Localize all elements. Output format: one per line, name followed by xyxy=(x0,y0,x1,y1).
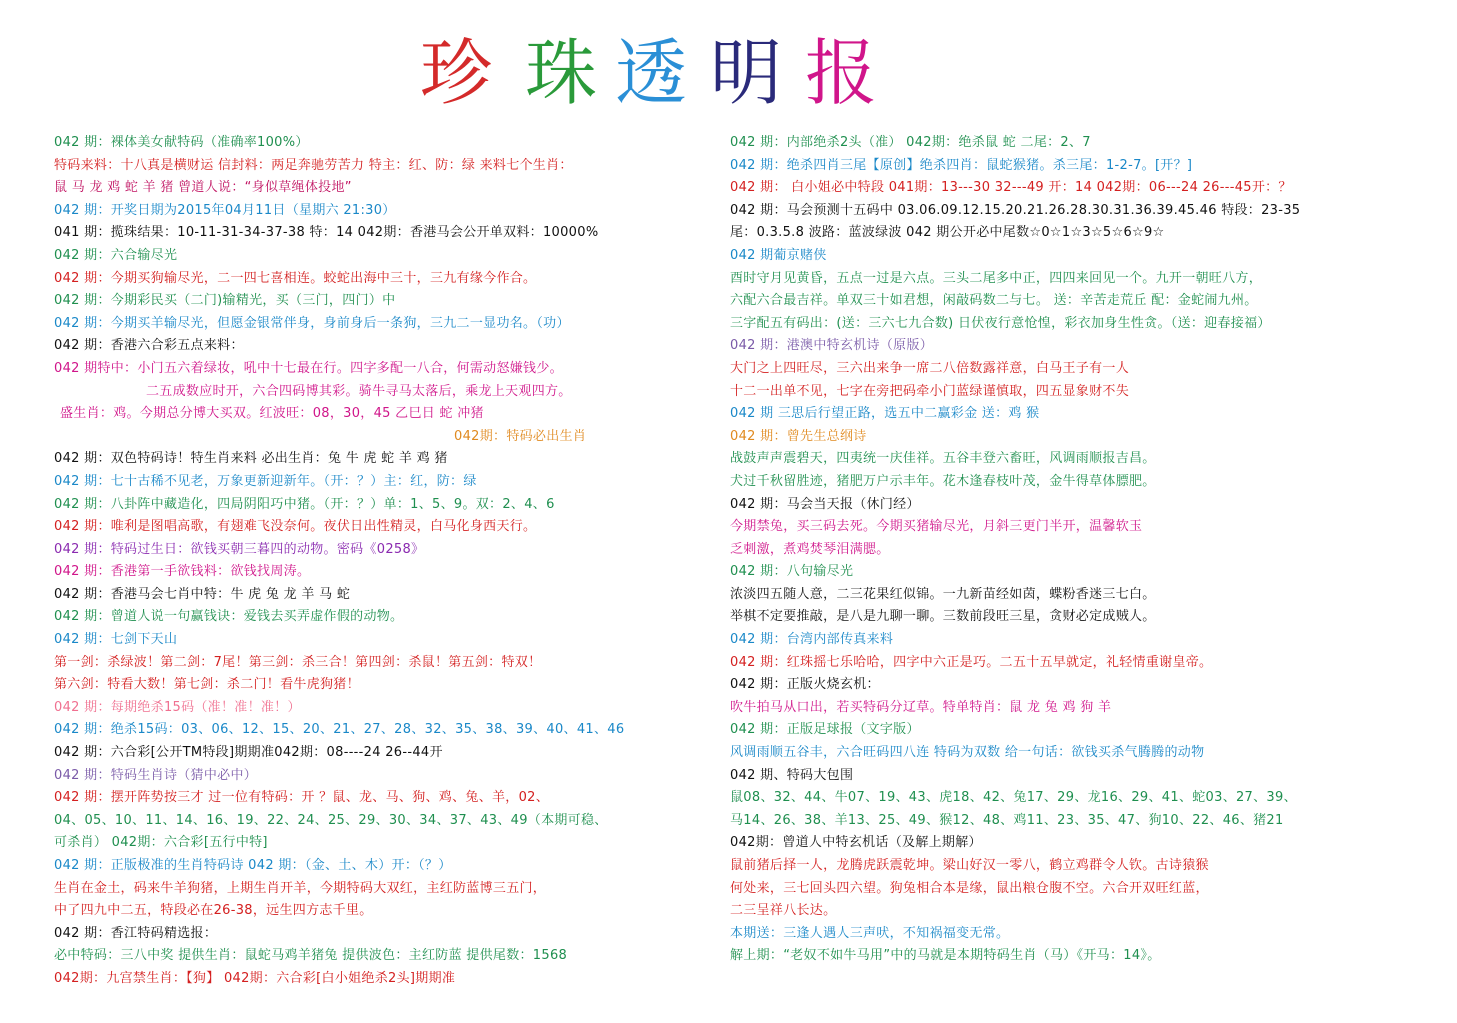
text-line: 042 期：双色特码诗！特生肖来料 必出生肖：兔 牛 虎 蛇 羊 鸡 猪 xyxy=(54,451,448,467)
text-line: 风调雨顺五谷丰，六合旺码四八连 特码为双数 给一句话：欲钱买杀气腾腾的动物 xyxy=(730,745,1205,761)
text-line: 042 期：马会预测十五码中 03.06.09.12.15.20.21.26.28.30.31.36.39.45.46 特段：23-35 xyxy=(730,202,1301,218)
text-line: 解上期：“老奴不如牛马用”中的马就是本期特码生肖（马）《开马：14》。 xyxy=(730,948,1161,964)
text-line: 042 期：台湾内部传真来料 xyxy=(730,632,894,648)
title-char: 明 xyxy=(710,31,783,115)
text-line: 二五成数应时开，六合四码博其彩。骑牛寻马太落后，乘龙上天观四方。 xyxy=(146,383,572,399)
text-line: 浓淡四五随人意，二三花果红似锦。一九新苗经如茵，蝶粉香迷三七白。 xyxy=(730,586,1156,602)
text-line: 鼠 马 龙 鸡 蛇 羊 猪 曾道人说：“身似草绳体投地” xyxy=(54,180,352,196)
text-line: 042 期：六合彩[公开TM特段]期期准042期：08----24 26--44开 xyxy=(54,745,443,761)
text-line: 酉时守月见黄昏，五点一过是六点。三头二尾多中正，四四来回见一个。九开一朝旺八方， xyxy=(730,270,1263,286)
title-char: 报 xyxy=(805,31,878,115)
text-line: 042 期：今期买羊输尽光，但愿金银常伴身，身前身后一条狗，三九二一显功名。（功） xyxy=(54,315,570,331)
text-line: 可杀肖） 042期：六合彩[五行中特] xyxy=(54,835,268,851)
text-line: 第六剑：特看大数！第七剑：杀二门！看牛虎狗猪！ xyxy=(54,677,360,693)
text-line: 042 期：特码生肖诗（猜中必中） xyxy=(54,767,258,783)
text-line: 042 期：红珠摇七乐哈哈，四字中六正是巧。二五十五早就定，礼轻情重谢皇帝。 xyxy=(730,654,1213,670)
text-line: 042 期：八句输尽光 xyxy=(730,564,854,580)
text-line: 042 期：香港第一手欲钱料：欲钱找周涛。 xyxy=(54,564,311,580)
text-line: 战鼓声声震碧天，四夷统一庆佳祥。五谷丰登六畜旺，风调雨顺报吉昌。 xyxy=(730,451,1156,467)
text-line: 吹牛拍马从口出，若买特码分辽草。特单特肖：鼠 龙 兔 鸡 狗 羊 xyxy=(730,699,1112,715)
text-line: 042 期：裸体美女献特码（准确率100%） xyxy=(54,135,309,150)
text-line: 042 期：香江特码精选报： xyxy=(54,925,218,941)
text-line: 六配六合最吉祥。单双三十如君想，闲敲码数二与七。 送：辛苦走荒丘 配：金蛇闹九州。 xyxy=(730,293,1258,309)
text-line: 042 期：唯利是图唱高歌，有翅难飞没奈何。夜伏日出性精灵，白马化身西天行。 xyxy=(54,519,537,535)
text-line: 042期：特码必出生肖 xyxy=(454,428,587,444)
text-line: 04、05、10、11、14、16、19、22、24、25、29、30、34、37、43、49（本期可稳、 xyxy=(54,812,608,828)
title-char: 珍 xyxy=(420,31,493,115)
text-line: 042 期：八卦阵中藏造化，四局阴阳巧中猪。（开：？）单：1、5、9。双：2、4、6 xyxy=(54,496,555,512)
text-line: 鼠08、32、44、牛07、19、43、虎18、42、兔17、29、龙16、29、41、蛇03、27、39、 xyxy=(730,790,1297,806)
text-line: 042 期、特码大包围 xyxy=(730,767,854,783)
text-line: 042 期：内部绝杀2头（准） 042期：绝杀鼠 蛇 二尾：2、7 xyxy=(730,135,1091,150)
text-line: 犬过千秋留胜迹，猪肥万户示丰年。花木逢春枝叶茂，金牛得草体膘肥。 xyxy=(730,473,1156,489)
text-line: 042 期：摆开阵势按三才 过一位有特码：开 ？鼠、龙、马、狗、鸡、兔、羊，02、 xyxy=(54,790,550,806)
title-char: 珠 xyxy=(525,31,598,115)
text-line: 042 期：今期彩民买（二门)输精光，买（三门，四门）中 xyxy=(54,293,396,309)
text-line: 十二一出单不见，七字在旁把码牵小门蓝绿谨慎取，四五显象财不失 xyxy=(730,383,1130,399)
text-line: 乏刺激，煮鸡焚琴泪满腮。 xyxy=(730,541,890,557)
text-line: 举棋不定要推敲，是八是九聊一聊。三数前段旺三星，贪财必定成贼人。 xyxy=(730,609,1156,625)
text-line: 生肖在金土，码来牛羊狗猪，上期生肖开羊，今期特码大双红，主红防蓝博三五门， xyxy=(54,880,547,896)
text-line: 042期：九宫禁生肖：【狗】 042期：六合彩[白小姐绝杀2头]期期准 xyxy=(54,970,456,986)
text-line: 大门之上四旺尽，三六出来争一席二八倍数露祥意，白马王子有一人 xyxy=(730,360,1130,376)
text-line: 042 期：正版足球报（文字版） xyxy=(730,722,920,738)
text-line: 必中特码：三八中奖 提供生肖：鼠蛇马鸡羊猪兔 提供波色：主红防蓝 提供尾数：1568 xyxy=(54,948,568,964)
text-line: 特码来料：十八真是横财运 信封料：两足奔驰劳苦力 特主：红、防：绿 来料七个生肖： xyxy=(54,157,573,173)
text-line: 今期禁兔，买三码去死。今期买猪输尽光，月斜三更门半开，温馨软玉 xyxy=(730,519,1143,535)
text-line: 042 期：正版火烧玄机： xyxy=(730,677,880,693)
text-line: 042 期：曾道人说一句赢钱诀：爱钱去买弄虚作假的动物。 xyxy=(54,609,404,625)
text-line: 马14、26、38、羊13、25、49、猴12、48、鸡11、23、35、47、狗10、22、46、猪21 xyxy=(730,812,1284,828)
text-line: 三字配五有码出：(送：三六七九合数) 日伏夜行意怆惶，彩衣加身生性贪。（送：迎春接福） xyxy=(730,315,1271,331)
text-line: 042 期： 白小姐必中特段 041期：13---30 32---49 开：14 042期：06---24 26---45开：？ xyxy=(730,180,1292,196)
text-line: 042 期：六合输尽光 xyxy=(54,247,178,263)
text-line: 042 期：曾先生总纲诗 xyxy=(730,428,867,444)
page-title xyxy=(420,28,900,118)
text-line: 何处来，三七回头四六望。狗兔相合本是缘，鼠出粮仓腹不空。六合开双旺红蓝， xyxy=(730,880,1209,896)
text-line: 042 期：特码过生日：欲钱买朝三暮四的动物。密码《0258》 xyxy=(54,541,425,557)
right-column xyxy=(730,132,1430,968)
text-line: 042 期：香港六合彩五点来料： xyxy=(54,338,244,354)
text-line: 042 期：七剑下天山 xyxy=(54,632,178,648)
text-line: 042 期：七十古稀不见老，万象更新迎新年。（开：？）主：红，防：绿 xyxy=(54,473,477,489)
text-line: 042 期：香港马会七肖中特：牛 虎 兔 龙 羊 马 蛇 xyxy=(54,586,351,602)
text-line: 042 期：马会当天报（休门经） xyxy=(730,496,920,512)
left-column xyxy=(54,132,694,991)
text-line: 042 期：正版极准的生肖特码诗 042 期：（金、土、木）开：（？） xyxy=(54,858,452,873)
text-line: 第一剑：杀绿波！第二剑：7尾！第三剑：杀三合！第四剑：杀鼠！第五剑：特双！ xyxy=(54,654,542,670)
text-line: 042 期：今期买狗输尽光，二一四七喜相连。蛟蛇出海中三十，三九有缘今作合。 xyxy=(54,270,537,286)
text-line: 042 期葡京赌侠 xyxy=(730,247,827,263)
text-line: 042 期：开奖日期为2015年04月11日（星期六 21:30） xyxy=(54,202,396,218)
text-line: 042 期 三思后行望正路，选五中二赢彩金 送：鸡 猴 xyxy=(730,406,1040,422)
text-line: 041 期：揽珠结果：10-11-31-34-37-38 特：14 042期：香港马会公开单双料：10000% xyxy=(54,225,599,241)
text-line: 中了四九中二五，特段必在26-38，远生四方志千里。 xyxy=(54,903,373,919)
title-char: 透 xyxy=(615,31,688,115)
text-line: 042 期：绝杀四肖三尾【原创】绝杀四肖：鼠蛇猴猪。杀三尾：1-2-7。[开？] xyxy=(730,157,1193,173)
text-line: 尾：0.3.5.8 波路：蓝波绿波 042 期公开必中尾数☆0☆1☆3☆5☆6☆9☆ xyxy=(730,225,1165,241)
text-line: 二三呈祥八长达。 xyxy=(730,903,837,919)
text-line: 042 期：港澳中特玄机诗（原版） xyxy=(730,338,934,354)
text-line: 鼠前猪后择一人，龙腾虎跃震乾坤。梁山好汉一零八，鹤立鸡群令人钦。古诗猿猴 xyxy=(730,858,1209,873)
text-line: 盛生肖：鸡。今期总分博大买双。红波旺：08，30，45 乙巳日 蛇 冲猪 xyxy=(60,406,484,422)
text-line: 042期：曾道人中特玄机话（及解上期解） xyxy=(730,835,982,851)
text-line: 本期送：三逢人遇人三声吠，不知祸福变无常。 xyxy=(730,925,1010,941)
text-line: 042 期特中：小门五六着绿妆，吼中十七最在行。四字多配一八合，何需动怒嫌钱少。 xyxy=(54,360,563,376)
text-line: 042 期：绝杀15码：03、06、12、15、20、21、27、28、32、35、38、39、40、41、46 xyxy=(54,722,625,738)
text-line: 042 期：每期绝杀15码（准！准！准！） xyxy=(54,699,301,715)
